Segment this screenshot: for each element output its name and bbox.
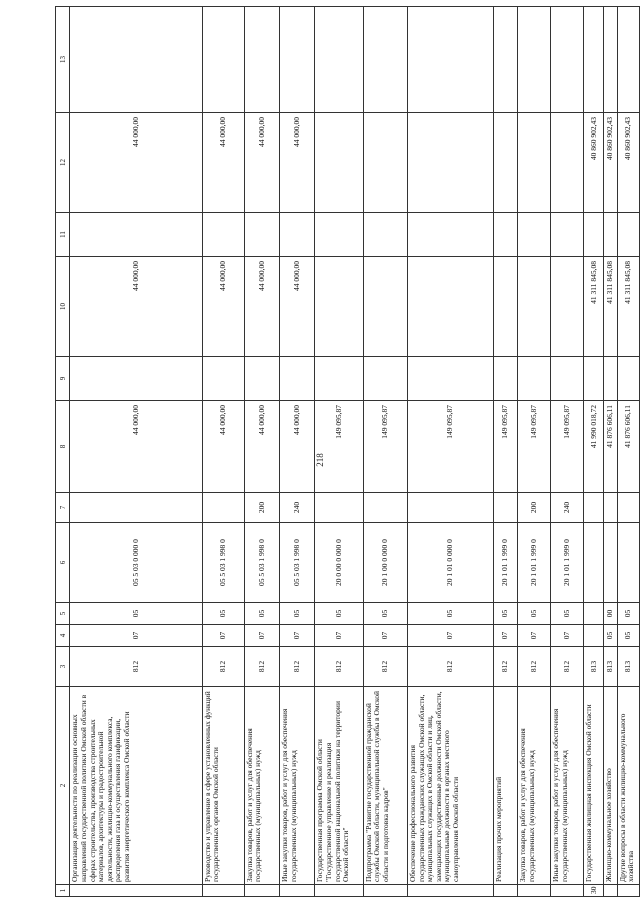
amount-col9 — [407, 357, 493, 401]
amount-col13 — [70, 7, 202, 113]
target-article-code: 20 1 01 1 999 0 — [551, 523, 584, 603]
amount-col11 — [518, 213, 551, 257]
target-article-code: 05 5 03 1 998 0 — [202, 523, 244, 603]
amount-col8: 44 000,00 — [279, 401, 314, 493]
ministry-code: 812 — [407, 647, 493, 687]
column-number: 4 — [56, 625, 70, 647]
subsection-code: 05 — [363, 603, 407, 625]
amount-col8: 44 000,00 — [202, 401, 244, 493]
column-number-row — [56, 7, 70, 897]
table-body — [56, 7, 640, 897]
table-row — [244, 7, 279, 897]
section-code: 07 — [244, 625, 279, 647]
column-number: 8 — [56, 401, 70, 493]
expense-type-code — [584, 493, 604, 523]
amount-col12: 40 860 902,43 — [604, 113, 617, 213]
column-number: 9 — [56, 357, 70, 401]
row-number — [617, 885, 639, 897]
amount-col11 — [363, 213, 407, 257]
amount-col9 — [518, 357, 551, 401]
ministry-code: 812 — [244, 647, 279, 687]
row-number: 30 — [584, 885, 604, 897]
section-code — [584, 625, 604, 647]
expense-type-code: 240 — [551, 493, 584, 523]
amount-col9 — [551, 357, 584, 401]
budget-table — [55, 6, 640, 897]
section-code: 07 — [202, 625, 244, 647]
target-article-code — [604, 523, 617, 603]
column-number: 2 — [56, 687, 70, 885]
amount-col11 — [315, 213, 364, 257]
amount-col8: 41 990 018,72 — [584, 401, 604, 493]
budget-table-container — [55, 7, 640, 897]
subsection-code: 00 — [604, 603, 617, 625]
table-row — [70, 7, 202, 897]
subsection-code: 05 — [617, 603, 639, 625]
subsection-code: 05 — [494, 603, 518, 625]
subsection-code: 05 — [70, 603, 202, 625]
item-name: Подпрограмма "Развитие государственной гражданской службы Омской области, муниципальной службы в Омской области и подготовка кадров" — [363, 687, 407, 885]
item-name: Иные закупки товаров, работ и услуг для обеспечения государственных (муниципальных) нужд — [279, 687, 314, 885]
amount-col9 — [279, 357, 314, 401]
item-name: Жилищно-коммунальное хозяйство — [604, 687, 617, 885]
amount-col8: 41 876 606,11 — [604, 401, 617, 493]
amount-col8: 44 000,00 — [244, 401, 279, 493]
amount-col13 — [584, 7, 604, 113]
amount-col8: 149 095,87 — [407, 401, 493, 493]
amount-col13 — [279, 7, 314, 113]
row-number — [551, 885, 584, 897]
row-number — [604, 885, 617, 897]
table-row — [604, 7, 617, 897]
amount-col11 — [584, 213, 604, 257]
ministry-code: 812 — [315, 647, 364, 687]
amount-col11 — [279, 213, 314, 257]
amount-col12: 44 000,00 — [279, 113, 314, 213]
ministry-code: 812 — [518, 647, 551, 687]
table-row — [315, 7, 364, 897]
amount-col13 — [494, 7, 518, 113]
amount-col9 — [70, 357, 202, 401]
section-code: 07 — [315, 625, 364, 647]
amount-col11 — [494, 213, 518, 257]
amount-col8: 149 095,87 — [494, 401, 518, 493]
row-number — [279, 885, 314, 897]
expense-type-code — [494, 493, 518, 523]
amount-col9 — [584, 357, 604, 401]
section-code: 07 — [494, 625, 518, 647]
amount-col11 — [604, 213, 617, 257]
ministry-code: 812 — [363, 647, 407, 687]
amount-col12 — [363, 113, 407, 213]
amount-col12 — [494, 113, 518, 213]
amount-col10 — [494, 257, 518, 357]
row-number — [518, 885, 551, 897]
amount-col13 — [617, 7, 639, 113]
amount-col8: 41 876 606,11 — [617, 401, 639, 493]
amount-col11 — [70, 213, 202, 257]
ministry-code: 812 — [70, 647, 202, 687]
column-number: 7 — [56, 493, 70, 523]
item-name: Иные закупки товаров, работ и услуг для обеспечения государственных (муниципальных) нужд — [551, 687, 584, 885]
ministry-code: 812 — [279, 647, 314, 687]
amount-col11 — [202, 213, 244, 257]
expense-type-code — [202, 493, 244, 523]
amount-col8: 44 000,00 — [70, 401, 202, 493]
item-name: Государственная программа Омской области "Государственное управление и реализация государственной национальной политики на территории Омской области" — [315, 687, 364, 885]
target-article-code — [617, 523, 639, 603]
amount-col9 — [363, 357, 407, 401]
amount-col10: 41 311 845,08 — [584, 257, 604, 357]
row-number — [494, 885, 518, 897]
expense-type-code — [363, 493, 407, 523]
amount-col10: 44 000,00 — [202, 257, 244, 357]
subsection-code: 05 — [244, 603, 279, 625]
expense-type-code: 200 — [518, 493, 551, 523]
subsection-code: 05 — [518, 603, 551, 625]
subsection-code: 05 — [279, 603, 314, 625]
row-number — [202, 885, 244, 897]
amount-col11 — [407, 213, 493, 257]
table-row — [407, 7, 493, 897]
expense-type-code — [315, 493, 364, 523]
ministry-code: 813 — [584, 647, 604, 687]
item-name: Обеспечение профессионального развития государственных гражданских служащих Омской области, муниципальных служащих в Омской области и лиц, замещающих государственные должности Омской области, муниципальные должности в органах местного самоуправления Омской области — [407, 687, 493, 885]
amount-col10: 44 000,00 — [244, 257, 279, 357]
column-number: 6 — [56, 523, 70, 603]
target-article-code: 20 0 00 0 000 0 — [315, 523, 364, 603]
amount-col8: 149 095,87 — [363, 401, 407, 493]
amount-col13 — [604, 7, 617, 113]
subsection-code: 05 — [407, 603, 493, 625]
expense-type-code: 200 — [244, 493, 279, 523]
page-number: 218 — [315, 453, 325, 467]
target-article-code: 20 1 01 1 999 0 — [518, 523, 551, 603]
amount-col12 — [518, 113, 551, 213]
expense-type-code — [604, 493, 617, 523]
amount-col13 — [518, 7, 551, 113]
item-name: Закупка товаров, работ и услуг для обеспечения государственных (муниципальных) нужд — [518, 687, 551, 885]
amount-col13 — [551, 7, 584, 113]
row-number — [244, 885, 279, 897]
column-number: 1 — [56, 885, 70, 897]
section-code: 07 — [70, 625, 202, 647]
item-name: Реализация прочих мероприятий — [494, 687, 518, 885]
amount-col10 — [551, 257, 584, 357]
table-row — [494, 7, 518, 897]
target-article-code — [584, 523, 604, 603]
item-name: Закупка товаров, работ и услуг для обеспечения государственных (муниципальных) нужд — [244, 687, 279, 885]
section-code: 05 — [604, 625, 617, 647]
amount-col13 — [315, 7, 364, 113]
column-number: 11 — [56, 213, 70, 257]
table-row — [584, 7, 604, 897]
amount-col12 — [551, 113, 584, 213]
item-name: Другие вопросы в области жилищно-коммунального хозяйства — [617, 687, 639, 885]
table-row — [518, 7, 551, 897]
amount-col8: 149 095,87 — [518, 401, 551, 493]
subsection-code: 05 — [315, 603, 364, 625]
expense-type-code — [617, 493, 639, 523]
amount-col12: 40 860 902,43 — [584, 113, 604, 213]
amount-col11 — [617, 213, 639, 257]
column-number: 13 — [56, 7, 70, 113]
expense-type-code: 240 — [279, 493, 314, 523]
amount-col9 — [604, 357, 617, 401]
expense-type-code — [407, 493, 493, 523]
amount-col12: 40 860 902,43 — [617, 113, 639, 213]
item-name: Организация деятельности по реализации основных направлений государственной политики Омской области в сферах строительства, производства строительных материалов, архитектуры и градостроительной деятельности, жилищно-коммунального комплекса, распределения газа и осуществления газификации, развития энергетического комплекса Омской области — [70, 687, 202, 885]
amount-col9 — [494, 357, 518, 401]
amount-col10: 41 311 845,08 — [604, 257, 617, 357]
amount-col13 — [407, 7, 493, 113]
amount-col9 — [315, 357, 364, 401]
amount-col12 — [315, 113, 364, 213]
ministry-code: 813 — [604, 647, 617, 687]
table-row — [551, 7, 584, 897]
amount-col12: 44 000,00 — [202, 113, 244, 213]
subsection-code — [584, 603, 604, 625]
amount-col10: 44 000,00 — [279, 257, 314, 357]
row-number — [70, 885, 202, 897]
target-article-code: 05 5 03 0 000 0 — [70, 523, 202, 603]
amount-col13 — [202, 7, 244, 113]
section-code: 07 — [279, 625, 314, 647]
column-number: 3 — [56, 647, 70, 687]
amount-col11 — [244, 213, 279, 257]
ministry-code: 812 — [494, 647, 518, 687]
column-number: 5 — [56, 603, 70, 625]
amount-col12: 44 000,00 — [70, 113, 202, 213]
amount-col10 — [363, 257, 407, 357]
column-number: 10 — [56, 257, 70, 357]
item-name: Государственная жилищная инспекция Омской области — [584, 687, 604, 885]
amount-col10 — [407, 257, 493, 357]
target-article-code: 20 1 00 0 000 0 — [363, 523, 407, 603]
item-name: Руководство и управление в сфере установленных функций государственных органов Омской области — [202, 687, 244, 885]
amount-col10 — [518, 257, 551, 357]
target-article-code: 05 5 03 1 998 0 — [279, 523, 314, 603]
ministry-code: 812 — [202, 647, 244, 687]
amount-col9 — [617, 357, 639, 401]
amount-col10: 44 000,00 — [70, 257, 202, 357]
column-number: 12 — [56, 113, 70, 213]
row-number — [407, 885, 493, 897]
ministry-code: 813 — [617, 647, 639, 687]
subsection-code: 05 — [202, 603, 244, 625]
table-row — [279, 7, 314, 897]
target-article-code: 20 1 01 1 999 0 — [494, 523, 518, 603]
target-article-code: 05 5 03 1 998 0 — [244, 523, 279, 603]
amount-col13 — [363, 7, 407, 113]
table-row — [202, 7, 244, 897]
amount-col10 — [315, 257, 364, 357]
amount-col9 — [244, 357, 279, 401]
amount-col9 — [202, 357, 244, 401]
section-code: 05 — [617, 625, 639, 647]
section-code: 07 — [363, 625, 407, 647]
target-article-code: 20 1 01 0 000 0 — [407, 523, 493, 603]
amount-col8: 149 095,87 — [315, 401, 364, 493]
amount-col8: 149 095,87 — [551, 401, 584, 493]
section-code: 07 — [518, 625, 551, 647]
section-code: 07 — [407, 625, 493, 647]
table-row — [363, 7, 407, 897]
amount-col13 — [244, 7, 279, 113]
row-number — [363, 885, 407, 897]
amount-col12: 44 000,00 — [244, 113, 279, 213]
amount-col10: 41 311 845,08 — [617, 257, 639, 357]
ministry-code: 812 — [551, 647, 584, 687]
expense-type-code — [70, 493, 202, 523]
table-row — [617, 7, 639, 897]
row-number — [315, 885, 364, 897]
amount-col12 — [407, 113, 493, 213]
subsection-code: 05 — [551, 603, 584, 625]
amount-col11 — [551, 213, 584, 257]
section-code: 07 — [551, 625, 584, 647]
